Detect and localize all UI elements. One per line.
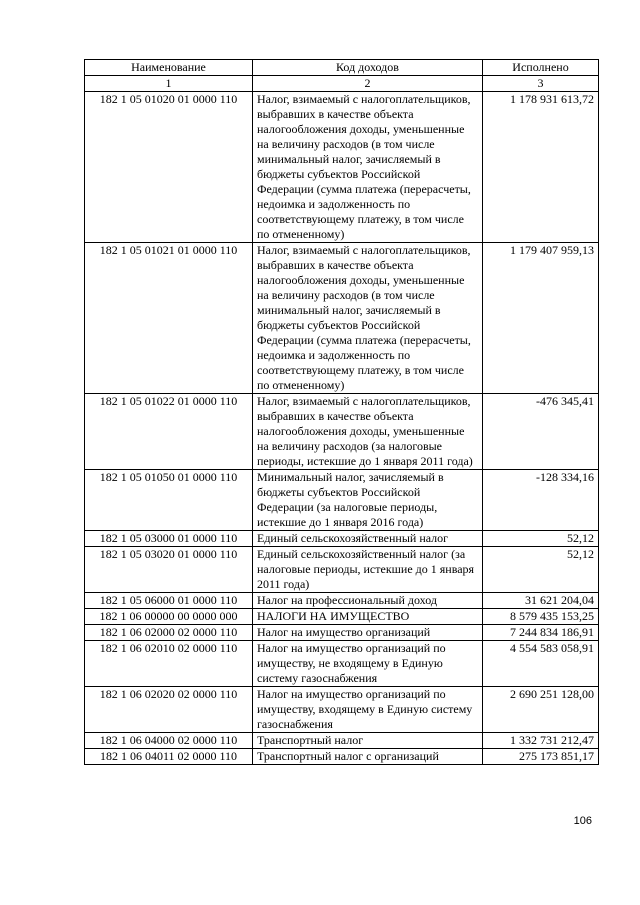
cell-amount: 31 621 204,04 bbox=[483, 593, 599, 609]
cell-amount: 8 579 435 153,25 bbox=[483, 609, 599, 625]
table-row bbox=[85, 593, 599, 609]
table-row bbox=[85, 92, 599, 243]
table-row bbox=[85, 470, 599, 531]
cell-name: Единый сельскохозяйственный налог bbox=[253, 531, 483, 547]
cell-amount: 1 179 407 959,13 bbox=[483, 243, 599, 394]
table-row bbox=[85, 394, 599, 470]
cell-amount: 4 554 583 058,91 bbox=[483, 641, 599, 687]
cell-name: Налог на имущество организаций по имуществу, не входящему в Единую систему газоснабжения bbox=[253, 641, 483, 687]
cell-code: 182 1 06 02020 02 0000 110 bbox=[85, 687, 253, 733]
cell-code: 182 1 06 00000 00 0000 000 bbox=[85, 609, 253, 625]
cell-name: Налог, взимаемый с налогоплательщиков, выбравших в качестве объекта налогообложения доходы, уменьшенные на величину расходов (за налоговые периоды, истекшие до 1 января 2011 года) bbox=[253, 394, 483, 470]
cell-code: 182 1 06 04011 02 0000 110 bbox=[85, 749, 253, 765]
cell-amount: 52,12 bbox=[483, 547, 599, 593]
table-row bbox=[85, 749, 599, 765]
column-number-row bbox=[85, 76, 599, 92]
column-number-2: 2 bbox=[253, 76, 483, 92]
cell-code: 182 1 06 04000 02 0000 110 bbox=[85, 733, 253, 749]
header-executed: Исполнено bbox=[483, 60, 599, 76]
header-income-code: Код доходов bbox=[253, 60, 483, 76]
table-row bbox=[85, 733, 599, 749]
cell-code: 182 1 05 03020 01 0000 110 bbox=[85, 547, 253, 593]
cell-name: Налог на имущество организаций по имуществу, входящему в Единую систему газоснабжения bbox=[253, 687, 483, 733]
cell-name: Налог на имущество организаций bbox=[253, 625, 483, 641]
header-name: Наименование bbox=[85, 60, 253, 76]
cell-name: Минимальный налог, зачисляемый в бюджеты субъектов Российской Федерации (за налоговые периоды, истекшие до 1 января 2016 года) bbox=[253, 470, 483, 531]
table-row bbox=[85, 625, 599, 641]
table-header-row bbox=[85, 60, 599, 76]
cell-name: Налог, взимаемый с налогоплательщиков, выбравших в качестве объекта налогообложения доходы, уменьшенные на величину расходов (в том числе минимальный налог, зачисляемый в бюджеты субъектов Российской Федерации (сумма платежа (перерасчеты, недоимка и задолженность по соответствующему платежу, в том числе по отмененному) bbox=[253, 243, 483, 394]
cell-name: Транспортный налог bbox=[253, 733, 483, 749]
cell-code: 182 1 05 01021 01 0000 110 bbox=[85, 243, 253, 394]
income-table bbox=[84, 59, 599, 765]
cell-amount: -476 345,41 bbox=[483, 394, 599, 470]
cell-amount: 275 173 851,17 bbox=[483, 749, 599, 765]
cell-code: 182 1 06 02010 02 0000 110 bbox=[85, 641, 253, 687]
cell-code: 182 1 05 06000 01 0000 110 bbox=[85, 593, 253, 609]
table-body bbox=[85, 92, 599, 765]
table-row bbox=[85, 609, 599, 625]
table-row bbox=[85, 547, 599, 593]
table-row bbox=[85, 243, 599, 394]
cell-amount: 1 332 731 212,47 bbox=[483, 733, 599, 749]
cell-code: 182 1 05 01050 01 0000 110 bbox=[85, 470, 253, 531]
cell-amount: 2 690 251 128,00 bbox=[483, 687, 599, 733]
table-row bbox=[85, 531, 599, 547]
cell-amount: -128 334,16 bbox=[483, 470, 599, 531]
column-number-3: 3 bbox=[483, 76, 599, 92]
table-row bbox=[85, 687, 599, 733]
cell-name: НАЛОГИ НА ИМУЩЕСТВО bbox=[253, 609, 483, 625]
cell-name: Единый сельскохозяйственный налог (за налоговые периоды, истекшие до 1 января 2011 года) bbox=[253, 547, 483, 593]
page-number: 106 bbox=[573, 815, 592, 827]
cell-name: Транспортный налог с организаций bbox=[253, 749, 483, 765]
cell-code: 182 1 05 03000 01 0000 110 bbox=[85, 531, 253, 547]
cell-name: Налог на профессиональный доход bbox=[253, 593, 483, 609]
table-row bbox=[85, 641, 599, 687]
column-number-1: 1 bbox=[85, 76, 253, 92]
cell-code: 182 1 05 01020 01 0000 110 bbox=[85, 92, 253, 243]
cell-amount: 7 244 834 186,91 bbox=[483, 625, 599, 641]
cell-code: 182 1 06 02000 02 0000 110 bbox=[85, 625, 253, 641]
cell-amount: 52,12 bbox=[483, 531, 599, 547]
cell-code: 182 1 05 01022 01 0000 110 bbox=[85, 394, 253, 470]
cell-amount: 1 178 931 613,72 bbox=[483, 92, 599, 243]
cell-name: Налог, взимаемый с налогоплательщиков, выбравших в качестве объекта налогообложения доходы, уменьшенные на величину расходов (в том числе минимальный налог, зачисляемый в бюджеты субъектов Российской Федерации (сумма платежа (перерасчеты, недоимка и задолженность по соответствующему платежу, в том числе по отмененному) bbox=[253, 92, 483, 243]
